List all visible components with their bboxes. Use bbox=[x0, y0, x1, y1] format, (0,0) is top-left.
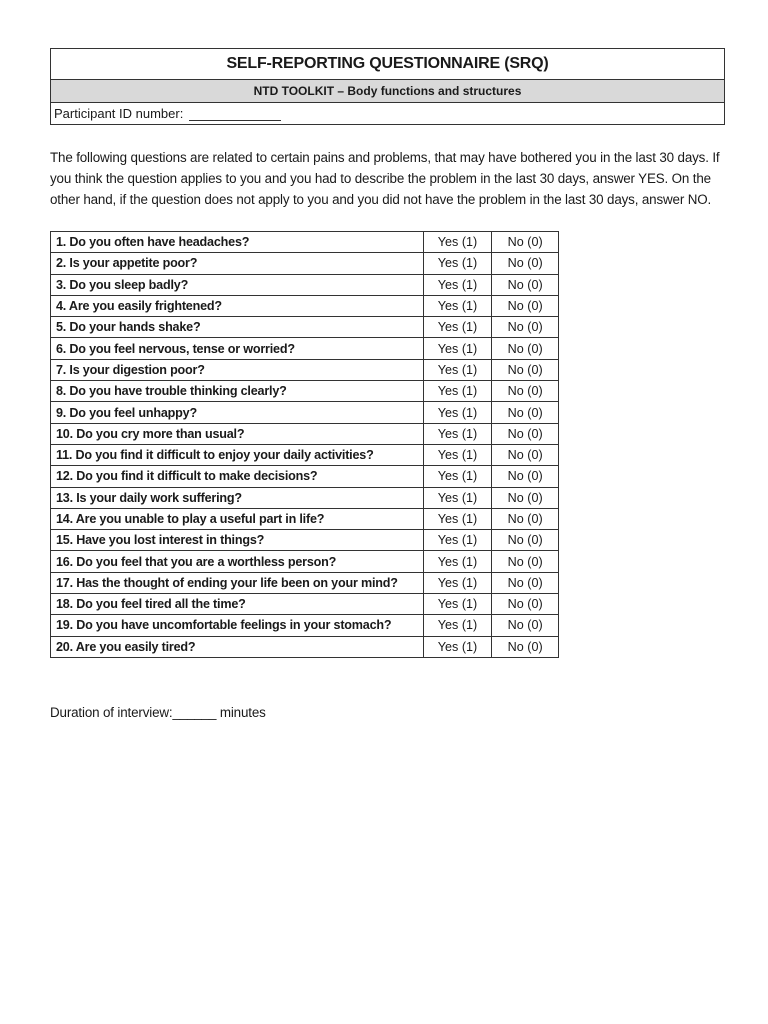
question-row bbox=[51, 295, 559, 316]
answer-yes-option[interactable]: Yes (1) bbox=[423, 572, 492, 593]
question-row bbox=[51, 359, 559, 380]
participant-id-field[interactable] bbox=[189, 107, 281, 121]
answer-yes-option[interactable]: Yes (1) bbox=[423, 402, 492, 423]
question-row bbox=[51, 615, 559, 636]
answer-yes-option[interactable]: Yes (1) bbox=[423, 338, 492, 359]
answer-yes-option[interactable]: Yes (1) bbox=[423, 295, 492, 316]
question-row bbox=[51, 402, 559, 423]
answer-yes-option[interactable]: Yes (1) bbox=[423, 594, 492, 615]
question-text: 14. Are you unable to play a useful part in life? bbox=[51, 508, 424, 529]
question-text: 17. Has the thought of ending your life been on your mind? bbox=[51, 572, 424, 593]
answer-yes-option[interactable]: Yes (1) bbox=[423, 444, 492, 465]
questionnaire-table bbox=[50, 231, 559, 658]
answer-no-option[interactable]: No (0) bbox=[492, 594, 559, 615]
question-row bbox=[51, 508, 559, 529]
answer-yes-option[interactable]: Yes (1) bbox=[423, 466, 492, 487]
answer-yes-option[interactable]: Yes (1) bbox=[423, 615, 492, 636]
answer-no-option[interactable]: No (0) bbox=[492, 636, 559, 657]
answer-yes-option[interactable]: Yes (1) bbox=[423, 551, 492, 572]
instructions-line: you think the question applies to you and you had to describe the problem in the last 30 days, answer YES. On the bbox=[50, 171, 711, 186]
question-row bbox=[51, 338, 559, 359]
question-text: 16. Do you feel that you are a worthless person? bbox=[51, 551, 424, 572]
question-text: 4. Are you easily frightened? bbox=[51, 295, 424, 316]
answer-yes-option[interactable]: Yes (1) bbox=[423, 359, 492, 380]
question-text: 8. Do you have trouble thinking clearly? bbox=[51, 381, 424, 402]
questionnaire-body bbox=[51, 232, 559, 658]
question-row bbox=[51, 594, 559, 615]
question-row bbox=[51, 423, 559, 444]
question-text: 13. Is your daily work suffering? bbox=[51, 487, 424, 508]
question-text: 11. Do you find it difficult to enjoy your daily activities? bbox=[51, 444, 424, 465]
participant-id-label: Participant ID number: bbox=[54, 106, 184, 121]
question-row bbox=[51, 317, 559, 338]
question-row bbox=[51, 636, 559, 657]
question-row bbox=[51, 381, 559, 402]
answer-no-option[interactable]: No (0) bbox=[492, 444, 559, 465]
question-row bbox=[51, 253, 559, 274]
answer-yes-option[interactable]: Yes (1) bbox=[423, 423, 492, 444]
answer-no-option[interactable]: No (0) bbox=[492, 572, 559, 593]
question-text: 12. Do you find it difficult to make decisions? bbox=[51, 466, 424, 487]
answer-yes-option[interactable]: Yes (1) bbox=[423, 317, 492, 338]
question-text: 10. Do you cry more than usual? bbox=[51, 423, 424, 444]
answer-yes-option[interactable]: Yes (1) bbox=[423, 381, 492, 402]
header-box bbox=[50, 48, 725, 125]
answer-no-option[interactable]: No (0) bbox=[492, 466, 559, 487]
answer-yes-option[interactable]: Yes (1) bbox=[423, 232, 492, 253]
question-row bbox=[51, 466, 559, 487]
question-row bbox=[51, 530, 559, 551]
document-title: SELF-REPORTING QUESTIONNAIRE (SRQ) bbox=[51, 49, 724, 80]
question-row bbox=[51, 232, 559, 253]
question-row bbox=[51, 487, 559, 508]
instructions-line: other hand, if the question does not apply to you and you did not have the problem in the last 30 days, answer NO. bbox=[50, 192, 712, 207]
answer-no-option[interactable]: No (0) bbox=[492, 508, 559, 529]
answer-no-option[interactable]: No (0) bbox=[492, 253, 559, 274]
answer-no-option[interactable]: No (0) bbox=[492, 274, 559, 295]
question-row bbox=[51, 551, 559, 572]
question-row bbox=[51, 444, 559, 465]
answer-no-option[interactable]: No (0) bbox=[492, 423, 559, 444]
answer-yes-option[interactable]: Yes (1) bbox=[423, 253, 492, 274]
question-row bbox=[51, 274, 559, 295]
answer-no-option[interactable]: No (0) bbox=[492, 338, 559, 359]
question-row bbox=[51, 572, 559, 593]
instructions-line: The following questions are related to certain pains and problems, that may have bothered you in the last 30 days. If bbox=[50, 150, 720, 165]
question-text: 3. Do you sleep badly? bbox=[51, 274, 424, 295]
answer-yes-option[interactable]: Yes (1) bbox=[423, 530, 492, 551]
answer-no-option[interactable]: No (0) bbox=[492, 487, 559, 508]
question-text: 9. Do you feel unhappy? bbox=[51, 402, 424, 423]
question-text: 20. Are you easily tired? bbox=[51, 636, 424, 657]
answer-no-option[interactable]: No (0) bbox=[492, 232, 559, 253]
question-text: 19. Do you have uncomfortable feelings in your stomach? bbox=[51, 615, 424, 636]
answer-no-option[interactable]: No (0) bbox=[492, 317, 559, 338]
answer-yes-option[interactable]: Yes (1) bbox=[423, 274, 492, 295]
answer-no-option[interactable]: No (0) bbox=[492, 381, 559, 402]
question-text: 6. Do you feel nervous, tense or worried? bbox=[51, 338, 424, 359]
document-subtitle: NTD TOOLKIT – Body functions and structures bbox=[51, 80, 724, 103]
answer-no-option[interactable]: No (0) bbox=[492, 359, 559, 380]
duration-of-interview: Duration of interview:______ minutes bbox=[50, 705, 266, 720]
answer-no-option[interactable]: No (0) bbox=[492, 615, 559, 636]
question-text: 15. Have you lost interest in things? bbox=[51, 530, 424, 551]
question-text: 7. Is your digestion poor? bbox=[51, 359, 424, 380]
question-text: 2. Is your appetite poor? bbox=[51, 253, 424, 274]
answer-yes-option[interactable]: Yes (1) bbox=[423, 508, 492, 529]
question-text: 1. Do you often have headaches? bbox=[51, 232, 424, 253]
question-text: 18. Do you feel tired all the time? bbox=[51, 594, 424, 615]
participant-id-row bbox=[51, 103, 724, 124]
question-text: 5. Do your hands shake? bbox=[51, 317, 424, 338]
answer-no-option[interactable]: No (0) bbox=[492, 530, 559, 551]
answer-yes-option[interactable]: Yes (1) bbox=[423, 487, 492, 508]
answer-yes-option[interactable]: Yes (1) bbox=[423, 636, 492, 657]
answer-no-option[interactable]: No (0) bbox=[492, 551, 559, 572]
answer-no-option[interactable]: No (0) bbox=[492, 402, 559, 423]
answer-no-option[interactable]: No (0) bbox=[492, 295, 559, 316]
instructions bbox=[50, 147, 730, 210]
